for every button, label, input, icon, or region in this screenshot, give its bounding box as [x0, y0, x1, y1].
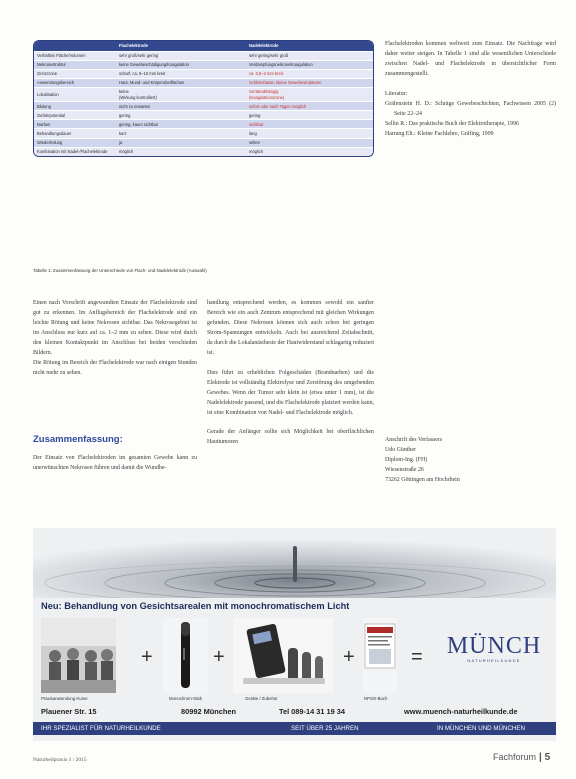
table-row	[34, 120, 373, 129]
body-paragraph: Einen nach Vorschrift angewandten Einsatz der Flachelektrode sind gut zu erkennen. Im Anflugsbereich der Flachelektrode sind ein leichte Rötung und keine Nekrosen sichtbar. Das Nekrosegebiet ist im Anschluss nur kurz auf ca. 1–2 mm zu sehen. Diese wird durch den kleinen Kontaktpunkt im Anschluss bei beiden verschieden Bildern.	[33, 300, 197, 356]
literature-entry: Harrang Elt.: Kleine Fachlehre, Gräfing, 1999	[385, 130, 494, 137]
table-cell: sehr gering/sehr groß	[246, 51, 373, 60]
table-cell: Lokalisation	[34, 87, 116, 101]
literature-title: Literatur:	[385, 90, 408, 97]
equals-icon: =	[411, 646, 423, 668]
table-cell: möglich	[116, 147, 246, 156]
author-label: Anschrift des Verfassers	[385, 437, 443, 443]
middle-column-text	[207, 299, 374, 448]
author-title: Diplom-Ing. (FH)	[385, 456, 428, 463]
table-row	[34, 60, 373, 69]
table-cell: Grenzzone	[34, 69, 116, 78]
ad-website[interactable]: www.muench-naturheilkunde.de	[404, 707, 518, 716]
table-cell: sofort oder nach Tagen möglich	[246, 102, 373, 111]
ad-title: Neu: Behandlung von Gesichtsarealen mit monochromatischem Licht	[41, 601, 350, 611]
table-row	[34, 129, 373, 138]
table-cell: scharf, ca. 5–10 mm breit	[116, 69, 246, 78]
ad-address: Plauener Str. 15	[41, 707, 97, 716]
table-cell: Narben	[34, 120, 116, 129]
ad-product-label: Geräte / Zubehör	[245, 696, 278, 701]
brand-subtitle: NATURHEILKUNDE	[467, 658, 521, 663]
table-row	[34, 51, 373, 60]
table-cell: Geräteabhängig (Koagulationszone)	[246, 87, 373, 101]
right-intro-paragraph: Flachelektroden kommen weltweit zum Einsatz. Die Nachfrage wird daher weiter steigen. In Tabelle 1 sind alle wesentlichen Unterschiede zwischen Nadel- und Flachelektrode in übersichtlicher Form zusammengestellt.	[385, 41, 556, 77]
table-header-row	[34, 41, 373, 51]
ad-product-label: NPSO-Buch	[364, 696, 388, 701]
table-cell: ca. 0,5–2 mm breit	[246, 69, 373, 78]
table-cell: Nekrosestruktur	[34, 60, 116, 69]
banner-text: IN MÜNCHEN UND MÜNCHEN	[437, 725, 525, 732]
ad-city: 80992 München	[181, 707, 237, 716]
brand-name: MÜNCH	[446, 633, 542, 659]
left-column-text	[33, 299, 197, 379]
body-paragraph: Gerade der Anfänger sollte sich Möglichkeit bei oberflächlichen Hauttumoren	[207, 429, 374, 446]
table-cell: gering	[246, 111, 373, 120]
table-cell: Verdampfungsnekrose/Koagulation	[246, 60, 373, 69]
advertisement	[33, 528, 556, 741]
banner-text: SEIT ÜBER 25 JAHREN	[291, 725, 359, 732]
page-number: | 5	[539, 752, 551, 763]
table-cell: sehr groß/sehr gering	[116, 51, 246, 60]
footer-journal: Naturheilpraxis 1 / 2015	[33, 757, 87, 763]
table-header-cell: Nadelelektrode	[246, 41, 373, 51]
author-address	[385, 436, 460, 486]
table-cell: selten	[246, 138, 373, 147]
table-row	[34, 78, 373, 87]
summary-text: Der Einsatz von Flachelektroden im gesamten Gewebe kann zu unerwünschten Nekrosen führen und damit die Wundbe-	[33, 455, 197, 471]
table-cell: keine (Wirkung kontrolliert)	[116, 87, 246, 101]
table-cell: nicht zu erwarten	[116, 102, 246, 111]
body-paragraph: Dies führt zu erheblichen Folgeschäden (Brandnarben) und die Elektrode ist vollständig Elektrolyse und Zerstörung des umgebenden Gewebes. Wenn der Tumor sehr klein ist (etwa unter 1 mm), ist die Nadelelektrode passend, und die Flachelektrode platziert werden kann, ist eine Kombination von Nadel- und Flachelektrode möglich.	[207, 369, 375, 416]
comparison-table	[33, 40, 374, 157]
ad-product-label: Monochrom-Stab	[169, 696, 202, 701]
brand-logo	[438, 633, 550, 663]
table-row	[34, 147, 373, 156]
table-cell: Gefahrpotential	[34, 111, 116, 120]
banner-text: IHR SPEZIALIST FÜR NATURHEILKUNDE	[41, 725, 161, 732]
ad-contact-line	[33, 705, 556, 719]
literature-entry: Sellin R.: Das praktische Buch der Elektrotherapie, 1996	[385, 120, 519, 127]
table-cell: Kombination mit Nadel-/Flachelektrode	[34, 147, 116, 156]
body-paragraph: handlung entsprechend werden, es kommen sowohl ein sanfter Bereich wie ein auch Zentrum entsprechend mit gleichen Wirkungen gefunden. Diese Nekrosen können sich auch schon bei geringen Strom-Spannungen entwickeln. Auch bei ausreichend Zeitabschnitt, da durch die Lokalanästhesie der Hautwiderstand schlagartig reduziert ist.	[207, 300, 374, 356]
table-cell: Behandlungsdauer	[34, 129, 116, 138]
ad-product-label: Praxisanwendung Kurse	[41, 696, 88, 701]
table-cell: Wiederholung	[34, 138, 116, 147]
author-street: Wiesenstraße 26	[385, 466, 424, 473]
plus-icon: +	[213, 646, 225, 668]
author-city: 73262 Göttingen am Hochrhein	[385, 476, 460, 483]
course-photo-icon	[41, 618, 116, 693]
table-row	[34, 69, 373, 78]
light-wand-icon	[163, 618, 208, 693]
table-row	[34, 138, 373, 147]
plus-icon: +	[141, 646, 153, 668]
table-cell: gering, kaum sichtbar	[116, 120, 246, 129]
footer-section	[493, 752, 550, 763]
table-body	[34, 51, 373, 156]
table-cell: kurz	[116, 129, 246, 138]
ad-product-image	[233, 618, 333, 693]
table-cell: Haut, Mund- und Körperoberflächen	[116, 78, 246, 87]
ad-product-image	[363, 618, 397, 693]
table-header-cell	[34, 41, 116, 51]
table-cell: Blutung	[34, 102, 116, 111]
author-name: Udo Günther	[385, 446, 416, 453]
ad-phone: Tel 089-14 31 19 34	[279, 707, 346, 716]
ad-banner	[33, 722, 556, 735]
table-cell: sichtbar	[246, 120, 373, 129]
ad-product-image	[163, 618, 208, 693]
comparison-table-grid	[34, 41, 373, 156]
ad-product-image	[41, 618, 116, 693]
table-header-cell: Flachelektrode	[116, 41, 246, 51]
summary-heading: Zusammenfassung:	[33, 434, 123, 445]
device-kit-icon	[233, 618, 333, 693]
table-cell: ja	[116, 138, 246, 147]
table-cell: keine Gewebeschädigung/Koagulation	[116, 60, 246, 69]
book-icon	[363, 618, 397, 693]
table-cell: Anwendungsbereich	[34, 78, 116, 87]
table-cell: gering	[116, 111, 246, 120]
footer-section-label: Fachforum	[493, 752, 537, 762]
table-cell: Schleimhäute, kleine Gewebestrukturen	[246, 78, 373, 87]
table-caption: Tabelle 1: Zusammenfassung der Unterschiede von Flach- und Nadelelektrode (Auswahl)	[33, 268, 207, 273]
table-cell: lang	[246, 129, 373, 138]
right-column-text	[385, 40, 556, 140]
table-row	[34, 87, 373, 101]
table-row	[34, 102, 373, 111]
plus-icon: +	[343, 646, 355, 668]
table-cell: möglich	[246, 147, 373, 156]
table-row	[34, 111, 373, 120]
body-paragraph: Die Rötung im Bereich der Flachelektrode war nach einigen Stunden nicht mehr zu sehen.	[33, 359, 197, 376]
water-ripple-image	[33, 528, 556, 598]
literature-entry: Gräfenstein H. D.: Schräge Gewebeschichten, Fachwissen 2005 (2) Seite 22–24	[385, 100, 556, 117]
table-cell: Verhältnis Fläche/Volumen	[34, 51, 116, 60]
